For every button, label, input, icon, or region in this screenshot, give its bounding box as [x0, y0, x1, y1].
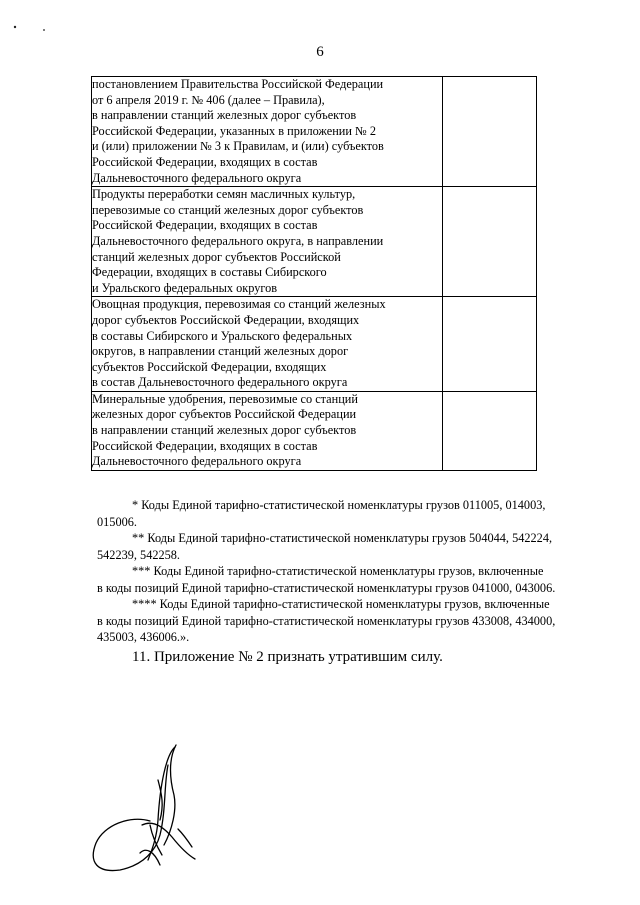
footnote-line: ** Коды Единой тарифно-статистической номенклатуры грузов 504044, 542224,: [132, 531, 553, 545]
value-cell: [443, 297, 537, 392]
cell-text-line: постановлением Правительства Российской Федерации: [92, 77, 384, 91]
cell-text-line: в направлении станций железных дорог субъектов: [92, 423, 357, 438]
cell-text-line: железных дорог субъектов Российской Федерации: [92, 407, 357, 422]
cell-text-line: перевозимые со станций железных дорог субъектов: [92, 202, 364, 217]
value-cell: [443, 77, 537, 187]
cell-text-line: дорог субъектов Российской Федерации, входящих: [92, 312, 360, 327]
cargo-description-cell: [92, 77, 443, 187]
table-row: [92, 187, 537, 297]
cell-text-line: Дальневосточного федерального округа: [92, 454, 302, 469]
cell-text-line: Российской Федерации, входящих в состав: [92, 218, 318, 233]
scan-speck-marks: [0, 0, 60, 40]
cell-text-line: в состав Дальневосточного федерального округа: [92, 375, 348, 390]
footnote-line: 435003, 436006.».: [97, 630, 190, 644]
cell-text-line: Российской Федерации, указанных в приложении № 2: [92, 123, 376, 138]
value-cell: [443, 391, 537, 470]
cell-text-line: субъектов Российской Федерации, входящих: [92, 359, 327, 374]
cell-text-line: Федерации, входящих в составы Сибирского: [92, 265, 327, 280]
footnote-line: **** Коды Единой тарифно-статистической номенклатуры грузов, включенные: [132, 597, 550, 611]
page-number: 6: [316, 44, 324, 60]
footnote-line: 015006.: [97, 514, 137, 529]
cell-text-line: и Уральского федеральных округов: [92, 280, 278, 295]
handwritten-signature: [80, 725, 200, 875]
cell-text-line: станций железных дорог субъектов Российской: [92, 249, 341, 264]
item-11-text: 11. Приложение № 2 признать утратившим силу.: [132, 649, 443, 665]
cell-text-line: в составы Сибирского и Уральского федеральных: [92, 328, 353, 343]
cell-text-line: Российской Федерации, входящих в состав: [92, 438, 318, 453]
table-row: [92, 297, 537, 392]
cell-text-line: Овощная продукция, перевозимая со станций железных: [92, 297, 386, 312]
cell-text-line: Российской Федерации, входящих в состав: [92, 154, 318, 169]
footnote-line: в коды позиций Единой тарифно-статистической номенклатуры грузов 433008, 434000,: [97, 613, 556, 628]
value-cell: [443, 187, 537, 297]
footnote-line: в коды позиций Единой тарифно-статистической номенклатуры грузов 041000, 043006.: [97, 580, 556, 595]
cargo-table: [91, 76, 537, 471]
cell-text-line: от 6 апреля 2019 г. № 406 (далее – Правила),: [92, 92, 325, 107]
table-row: [92, 391, 537, 470]
cargo-description-cell: [92, 297, 443, 392]
footnote-line: 542239, 542258.: [97, 547, 181, 562]
cell-text-line: Продукты переработки семян масличных культур,: [92, 187, 356, 202]
cargo-description-cell: [92, 391, 443, 470]
cell-text-line: в направлении станций железных дорог субъектов: [92, 108, 357, 123]
cell-text-line: округов, в направлении станций железных дорог: [92, 344, 349, 359]
cell-text-line: Минеральные удобрения, перевозимые со станций: [92, 391, 358, 406]
cell-text-line: и (или) приложении № 3 к Правилам, и (или) субъектов: [92, 139, 384, 154]
table-row: [92, 77, 537, 187]
cargo-description-cell: [92, 187, 443, 297]
cell-text-line: Дальневосточного федерального округа, в направлении: [92, 233, 384, 248]
cell-text-line: Дальневосточного федерального округа: [92, 170, 302, 185]
footnote-line: * Коды Единой тарифно-статистической номенклатуры грузов 011005, 014003,: [132, 498, 546, 512]
footnotes: [97, 497, 587, 646]
footnote-line: *** Коды Единой тарифно-статистической номенклатуры грузов, включенные: [132, 564, 544, 578]
